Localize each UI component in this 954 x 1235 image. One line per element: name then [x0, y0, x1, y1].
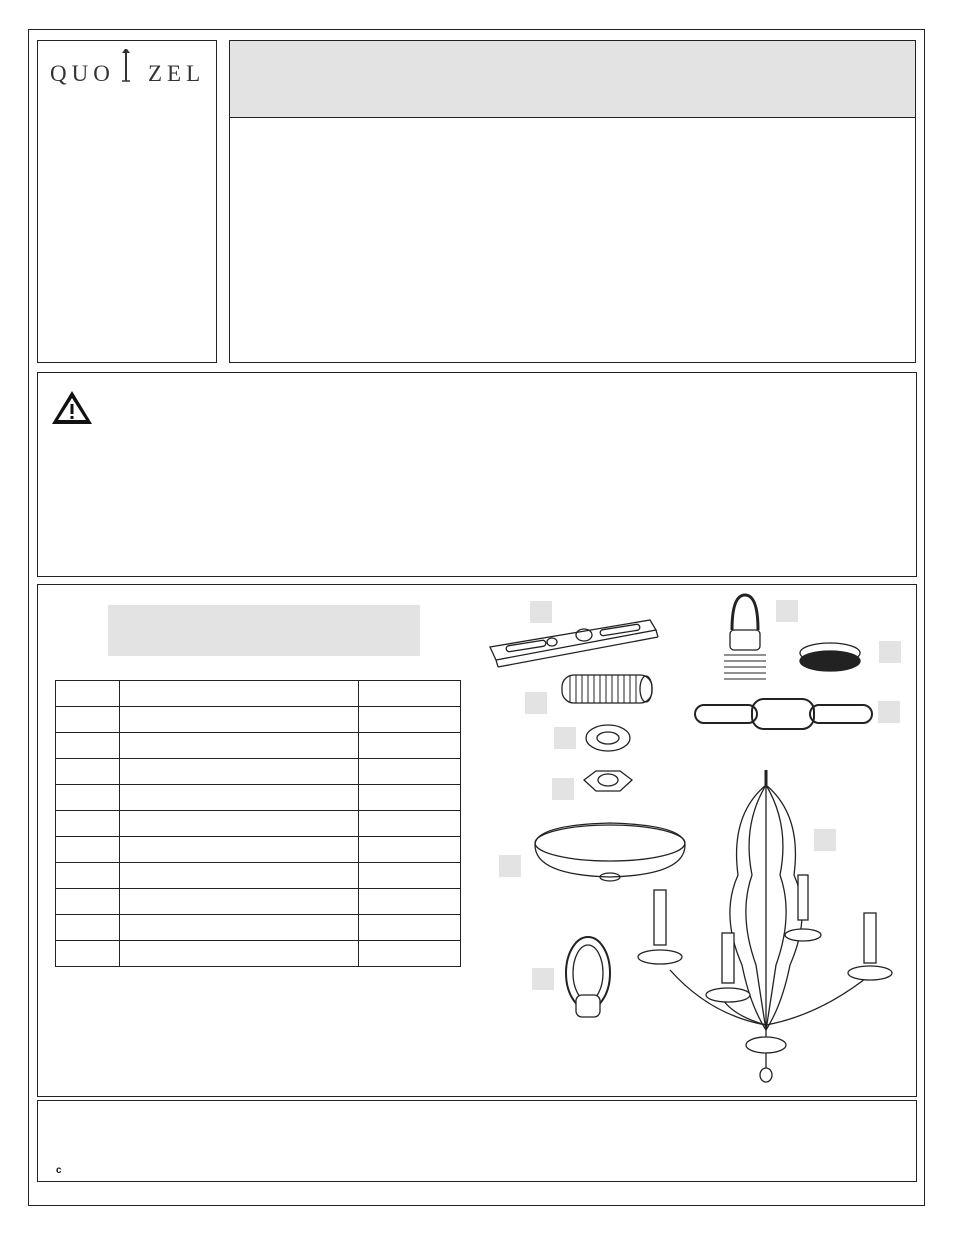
parts-illustration	[480, 585, 920, 1095]
table-row	[56, 915, 461, 941]
table-cell	[119, 863, 358, 889]
part-tag	[532, 968, 554, 990]
table-cell	[119, 941, 358, 967]
table-cell	[359, 941, 461, 967]
threaded-pipe-part	[562, 675, 652, 703]
table-cell	[359, 863, 461, 889]
table-cell	[359, 733, 461, 759]
table-cell	[56, 785, 120, 811]
table-cell	[56, 837, 120, 863]
table-cell	[359, 915, 461, 941]
footer-panel	[37, 1100, 917, 1182]
coupling-nut-part	[800, 643, 860, 671]
quoizel-lamp-logo-icon	[122, 49, 130, 81]
table-cell	[359, 811, 461, 837]
table-cell	[359, 759, 461, 785]
table-row	[56, 759, 461, 785]
table-cell	[56, 681, 120, 707]
part-tag	[530, 601, 552, 623]
chandelier-fixture	[638, 770, 892, 1082]
footer-mark: c	[56, 1165, 62, 1176]
lock-washer-part	[586, 725, 630, 751]
table-cell	[359, 785, 461, 811]
header-panel	[229, 40, 916, 363]
table-cell	[119, 681, 358, 707]
part-tag	[552, 778, 574, 800]
table-cell	[56, 811, 120, 837]
table-row	[56, 733, 461, 759]
part-tag	[776, 600, 798, 622]
crossbar-part	[490, 620, 658, 667]
table-cell	[56, 889, 120, 915]
table-cell	[119, 837, 358, 863]
warning-panel	[37, 372, 917, 577]
table-cell	[56, 941, 120, 967]
table-cell	[56, 733, 120, 759]
svg-text:QUO: QUO	[50, 61, 115, 86]
header-title-band	[230, 41, 915, 118]
table-cell	[119, 759, 358, 785]
table-cell	[119, 707, 358, 733]
parts-title-band	[108, 605, 420, 656]
table-row	[56, 811, 461, 837]
part-tag	[878, 701, 900, 723]
table-row	[56, 707, 461, 733]
table-cell	[359, 889, 461, 915]
svg-text:ZEL: ZEL	[148, 61, 206, 86]
table-row	[56, 681, 461, 707]
table-row	[56, 941, 461, 967]
chain-part	[695, 699, 872, 729]
part-tag	[525, 692, 547, 714]
table-cell	[359, 681, 461, 707]
table-cell	[56, 915, 120, 941]
table-cell	[119, 733, 358, 759]
table-cell	[119, 785, 358, 811]
table-cell	[56, 863, 120, 889]
hex-nut-part	[584, 771, 632, 791]
table-cell	[359, 707, 461, 733]
logo-panel	[37, 40, 217, 363]
canopy-loop-part	[566, 937, 610, 1017]
warning-triangle-icon	[50, 389, 94, 427]
part-tag	[554, 727, 576, 749]
parts-table	[55, 680, 461, 967]
table-cell	[119, 915, 358, 941]
part-tag	[499, 855, 521, 877]
table-cell	[56, 759, 120, 785]
table-row	[56, 837, 461, 863]
table-row	[56, 889, 461, 915]
table-row	[56, 785, 461, 811]
table-row	[56, 863, 461, 889]
table-cell	[359, 837, 461, 863]
part-tag	[814, 829, 836, 851]
threaded-hook-part	[724, 595, 766, 679]
table-cell	[119, 811, 358, 837]
table-cell	[56, 707, 120, 733]
table-cell	[119, 889, 358, 915]
part-tag	[879, 641, 901, 663]
canopy-part	[535, 823, 685, 881]
quoizel-logo	[38, 41, 218, 101]
